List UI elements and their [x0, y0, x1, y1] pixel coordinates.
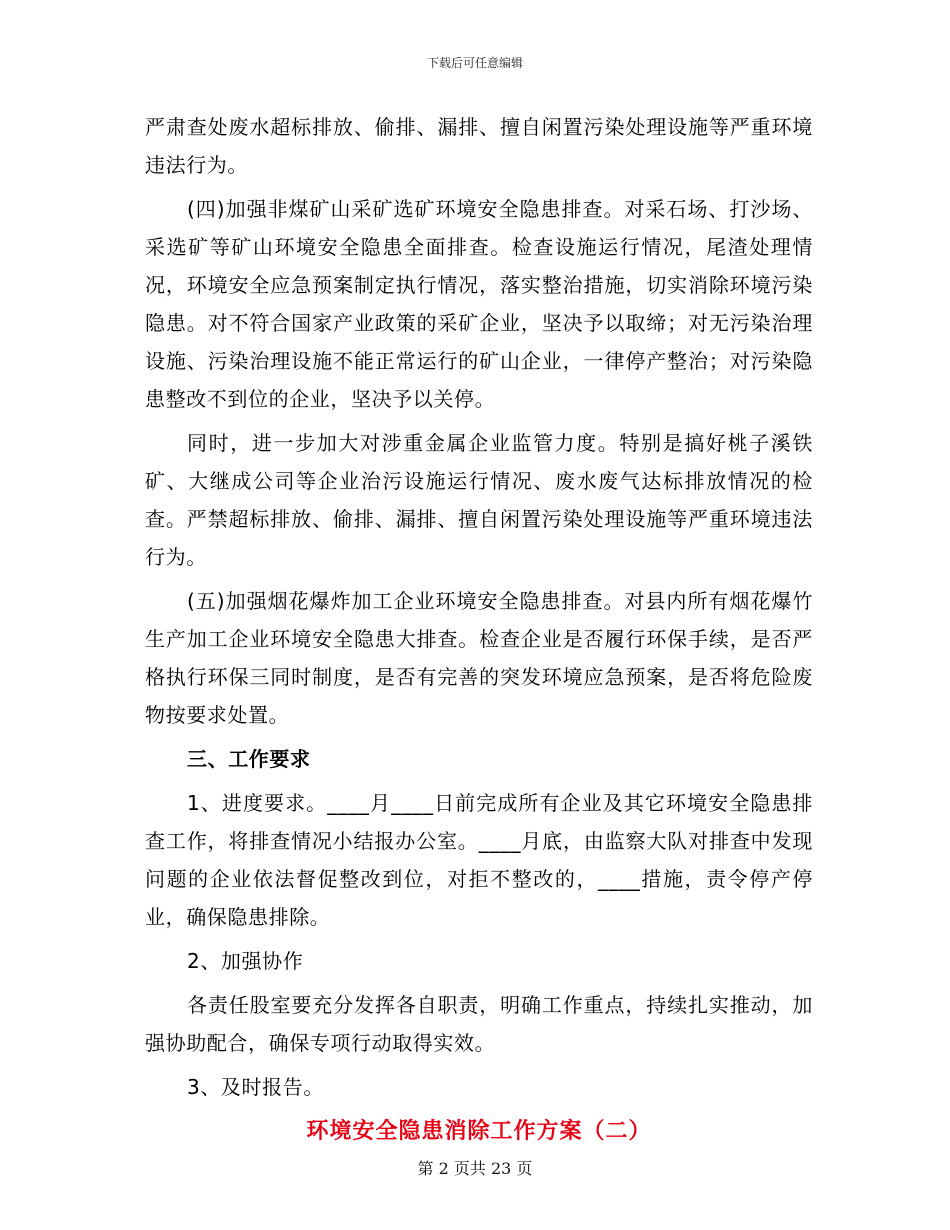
paragraph-mining-inspection: (四)加强非煤矿山采矿选矿环境安全隐患排查。对采石场、打沙场、采选矿等矿山环境安全隐患全面排查。检查设施运行情况，尾渣处理情况，环境安全应急预案制定执行情况，落实整治措施，切实消除环境污染隐患。对不符合国家产业政策的采矿企业，坚决予以取缔；对无污染治理设施、污染治理设施不能正常运行的矿山企业，一律停产整治；对污染隐患整改不到位的企业，坚决予以关停。 — [145, 197, 813, 411]
page-header: 下载后可任意编辑 — [426, 56, 523, 70]
paragraph-cooperation-heading: 2、加强协作 — [187, 949, 304, 973]
section-heading-work-requirements: 三、工作要求 — [187, 747, 311, 771]
document-title-part-two: 环境安全隐患消除工作方案（二） — [306, 1119, 652, 1144]
paragraph-progress-requirement: 1、进度要求。____月____日前完成所有企业及其它环境安全隐患排查工作，将排查情况小结报办公室。____月底，由监察大队对排查中发现问题的企业依法督促整改到位，对拒不整改的，____措施，责令停产停业，确保隐患排除。 — [145, 791, 813, 929]
document-body — [145, 108, 813, 1152]
paragraph-cooperation: 各责任股室要充分发挥各自职责，明确工作重点，持续扎实推动，加强协助配合，确保专项行动取得实效。 — [145, 993, 813, 1055]
paragraph-fireworks: (五)加强烟花爆炸加工企业环境安全隐患排查。对县内所有烟花爆竹生产加工企业环境安全隐患大排查。检查企业是否履行环保手续，是否严格执行环保三同时制度，是否有完善的突发环境应急预案，是否将危险废物按要求处置。 — [145, 589, 813, 727]
page-footer: 第 2 页共 23 页 — [417, 1159, 533, 1178]
paragraph-wastewater: 严肃查处废水超标排放、偷排、漏排、擅自闲置污染处理设施等严重环境违法行为。 — [145, 115, 813, 177]
paragraph-report: 3、及时报告。 — [187, 1075, 324, 1099]
paragraph-heavy-metal: 同时，进一步加大对涉重金属企业监管力度。特别是搞好桃子溪铁矿、大继成公司等企业治污设施运行情况、废水废气达标排放情况的检查。严禁超标排放、偷排、漏排、擅自闲置污染处理设施等严重环境违法行为。 — [145, 431, 813, 569]
